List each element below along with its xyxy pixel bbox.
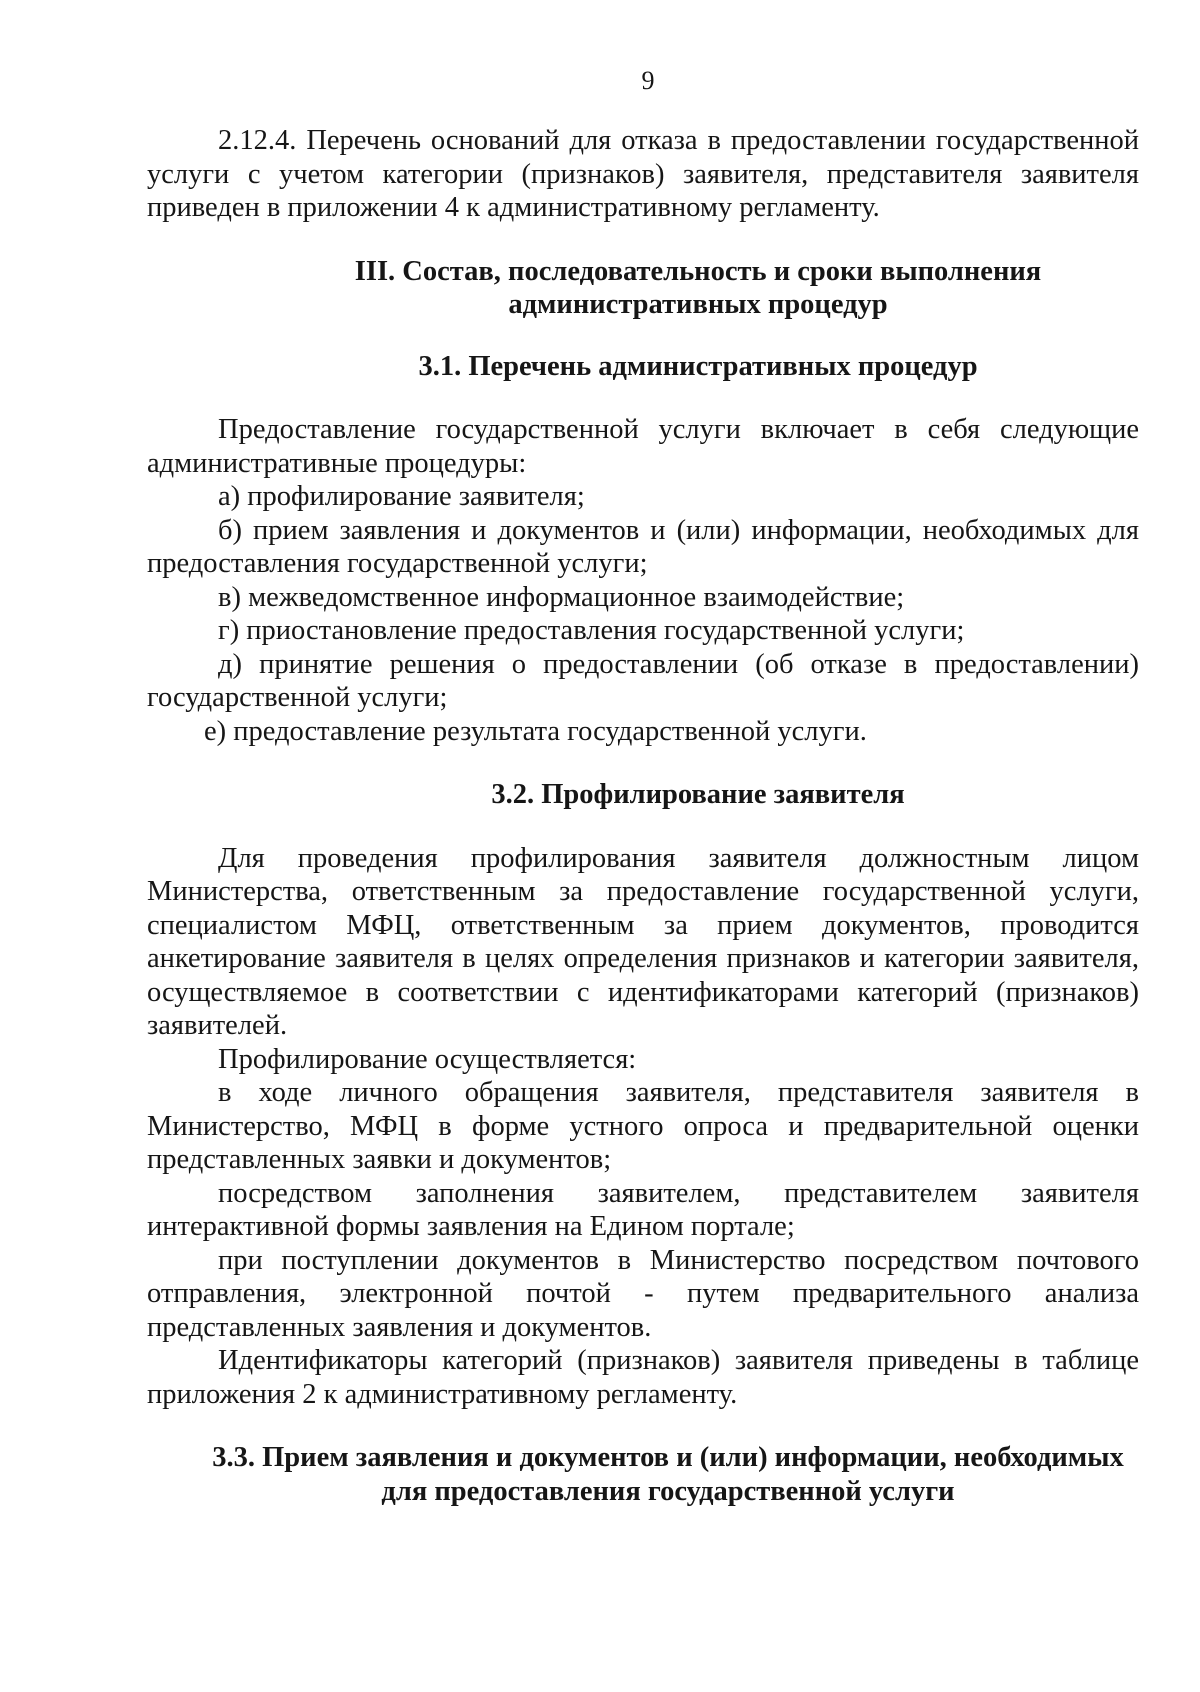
paragraph-2-12-4: 2.12.4. Перечень оснований для отказа в предоставлении государственной услуги с учетом категории (признаков) заявителя, представителя заявителя приведен в приложении 4 к административному регламенту. <box>147 125 1139 223</box>
procedure-item-b: б) прием заявления и документов и (или) информации, необходимых для предоставления государственной услуги; <box>147 514 1139 579</box>
subsection-3-3-heading-line2: для предоставления государственной услуги <box>381 1475 955 1507</box>
profiling-paragraph-3: в ходе личного обращения заявителя, представителя заявителя в Министерство, МФЦ в форме устного опроса и предварительной оценки представленных заявки и документов; <box>147 1077 1139 1175</box>
procedure-item-g: г) приостановление предоставления государственной услуги; <box>218 615 965 646</box>
page-content <box>147 124 1139 1508</box>
subsection-3-3-heading <box>147 1441 1139 1508</box>
procedure-item-a: а) профилирование заявителя; <box>218 481 585 512</box>
section-3-heading-line1: III. Состав, последовательность и сроки выполнения <box>354 255 1042 287</box>
profiling-paragraph-5: при поступлении документов в Министерство посредством почтового отправления, электронной почтой - путем предварительного анализа представленных заявления и документов. <box>147 1244 1139 1343</box>
profiling-paragraph-4: посредством заполнения заявителем, представителем заявителя интерактивной формы заявления на Едином портале; <box>147 1177 1139 1242</box>
subsection-3-3-heading-line1: 3.3. Прием заявления и документов и (или) информации, необходимых <box>212 1442 1124 1473</box>
profiling-paragraph-6: Идентификаторы категорий (признаков) заявителя приведены в таблице приложения 2 к административному регламенту. <box>147 1345 1139 1410</box>
page-number: 9 <box>641 66 655 95</box>
procedure-item-v: в) межведомственное информационное взаимодействие; <box>218 581 905 613</box>
section-3-heading <box>147 255 1139 322</box>
section-3-heading-line2: административных процедур <box>508 289 888 320</box>
procedure-item-e: е) предоставление результата государственной услуги. <box>204 715 867 747</box>
profiling-paragraph-2: Профилирование осуществляется: <box>218 1043 637 1075</box>
subsection-3-1-intro: Предоставление государственной услуги включает в себя следующие административные процедуры: <box>147 414 1139 479</box>
procedure-item-d: д) принятие решения о предоставлении (об отказе в предоставлении) государственной услуги; <box>147 648 1139 713</box>
subsection-3-2-heading: 3.2. Профилирование заявителя <box>491 779 905 810</box>
profiling-paragraph-1: Для проведения профилирования заявителя должностным лицом Министерства, ответственным за предоставление государственной услуги, специалистом МФЦ, ответственным за прием документов, проводится анкетирование заявителя в целях определения признаков и категории заявителя, осуществляемое в соответствии с идентификаторами категорий (признаков) заявителей. <box>147 842 1139 1041</box>
subsection-3-1-heading: 3.1. Перечень административных процедур <box>418 350 978 382</box>
